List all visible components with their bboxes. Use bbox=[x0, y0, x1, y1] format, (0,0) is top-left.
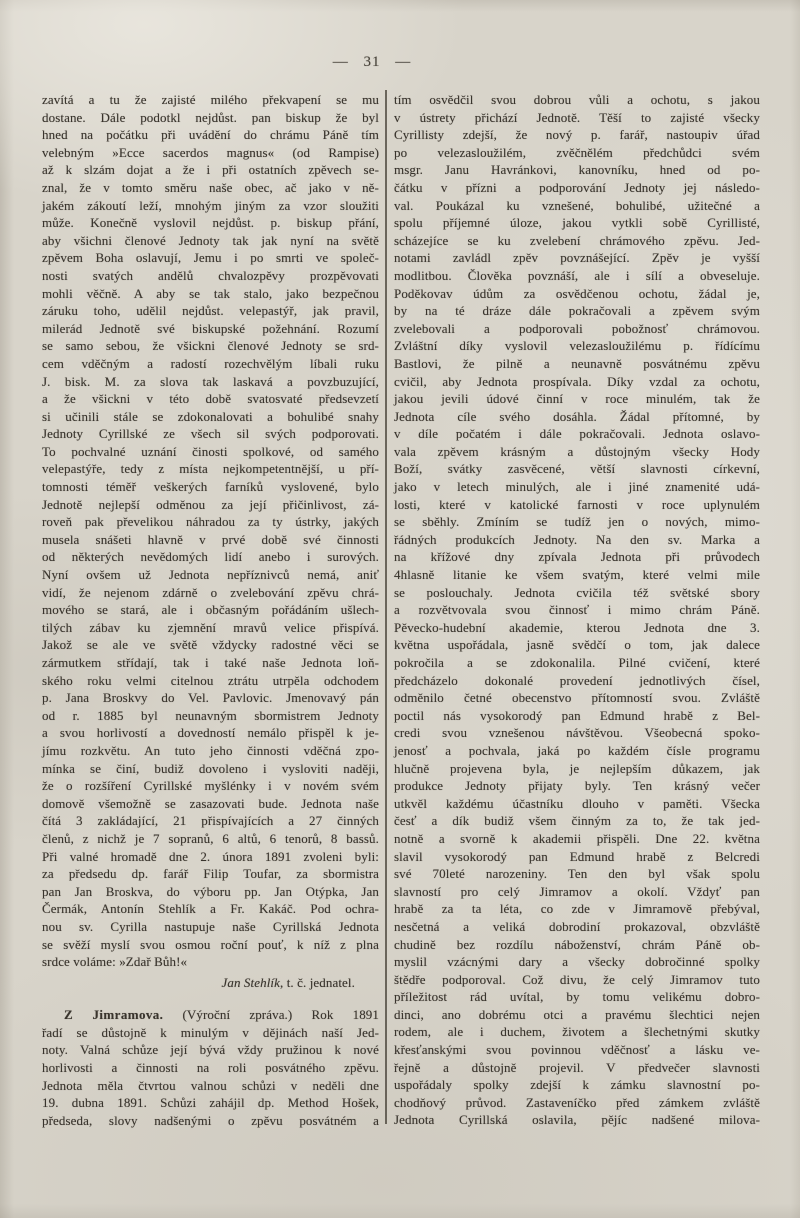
text-line: řejně a důstojně projevil. V předvečer slavnosti bbox=[394, 1059, 760, 1075]
text-line: členů, z nichž je 7 sopranů, 6 altů, 6 tenorů, 8 bassů. bbox=[42, 830, 379, 846]
text-line: se samo sebou, že všickni členové Jednoty se srd- bbox=[42, 338, 379, 354]
text-line: za předsedu dp. farář Filip Toufar, za sbormistra bbox=[42, 866, 379, 882]
text-line: by na té dráze dále pokračovali a zpěvem svým bbox=[394, 303, 760, 319]
text-line: že o rozšíření Cyrillské myšlénky i v novém svém bbox=[42, 778, 379, 794]
text-line: Jakož se ale ve světě vždycky radostné věci se bbox=[42, 637, 379, 653]
text-line: jenosť a pochvala, jaká po každém čísle programu bbox=[394, 742, 760, 758]
text-line: velepastýře, tedy z místa nejkompetentnější, u pří- bbox=[42, 461, 379, 477]
text-line: hned na počátku při uvádění do chrámu Páně tím bbox=[42, 127, 379, 143]
text-line: pokročila a se zdokonalila. Pilné cvičení, které bbox=[394, 655, 760, 670]
text-line: znal, že v tomto směru naše obec, ač jako v ně- bbox=[42, 179, 379, 195]
text-line: své 70leté narozeniny. Ten den byl však spolu bbox=[394, 866, 760, 882]
text-line: čátku v přízni a podporování Jednoty jej následo- bbox=[394, 179, 760, 195]
text-line: losti, které v katolické farnosti v roce uplynulém bbox=[394, 496, 760, 512]
text-line: spolu příjemné úloze, jakou vytkli sobě Cyrillisté, bbox=[394, 215, 760, 231]
text-line: odměnilo četné obecenstvo přítomností svou. Zvláště bbox=[394, 690, 760, 706]
signature-line bbox=[42, 974, 379, 992]
text-line: od některých nevědomých lidí anebo i surových. bbox=[42, 549, 379, 565]
signature-name: Jan Stehlík bbox=[221, 974, 281, 990]
text-line: Jednota cíle svého dosáhla. Žádal přítomné, by bbox=[394, 408, 760, 424]
text-line: chudině bez rozdílu náboženství, chrám Páně ob- bbox=[394, 936, 760, 952]
text-line: jímu rozkvětu. An tuto jeho činnosti vděčná zpo- bbox=[42, 742, 379, 758]
paragraph-first-line-rest: (Výroční zpráva.) Rok 1891 bbox=[182, 1007, 379, 1023]
text-line: může. Konečně vyslovil nejdůst. p. biskup přání, bbox=[42, 215, 379, 231]
text-line: notně a svorně k akademii přispěli. Dne 22. května bbox=[394, 830, 760, 846]
left-column bbox=[42, 91, 379, 1129]
text-line: poctil nás vysokorodý pan Edmund hrabě z Bel- bbox=[394, 707, 760, 723]
text-line: zpěvem Boha oslavují, Jemu i po smrti ve společ- bbox=[42, 250, 379, 266]
text-line: česť a dík budiž všem činným za to, že tak jed- bbox=[394, 813, 760, 829]
text-line: předcházelo dokonalé provedení jednotlivých čísel, bbox=[394, 672, 760, 688]
text-line: Nyní ovšem už Jednota nepříznivců nemá, aniť bbox=[42, 567, 379, 583]
paragraph-first-line bbox=[42, 1006, 379, 1024]
text-line: si učinili stále se zdokonalovati a bohulibé snahy bbox=[42, 408, 379, 424]
text-line: dinci, ano dobrému otci a pravému šlechtici nejen bbox=[394, 1006, 760, 1022]
text-line: 4hlasně litanie ke všem svatým, které velmi mile bbox=[394, 567, 760, 583]
text-line: dostane. Dále podotkl nejdůst. pan biskup že byl bbox=[42, 109, 379, 125]
text-line: od r. 1885 byl neunavným sbormistrem Jednoty bbox=[42, 707, 379, 723]
text-line: cem vděčným a radostí rozechvělým líbali ruku bbox=[42, 355, 379, 371]
text-line: slavil vysokorodý pan Edmund hrabě z Belcredi bbox=[394, 848, 760, 864]
text-line: jakou jevili údové činní v roce minulém, tak že bbox=[394, 391, 760, 407]
text-line: Boží, svátky zasvěcené, větší slavnosti církevní, bbox=[394, 461, 760, 477]
text-line: domově všemožně se zasazovati bude. Jednota naše bbox=[42, 795, 379, 811]
text-line: v díle počatém i dále pokračovali. Jednota oslavo- bbox=[394, 426, 760, 442]
text-line: Pěvecko-hudební akademie, kterou Jednota dne 3. bbox=[394, 619, 760, 635]
text-line: credi svou vznešenou návštěvou. Všeobecná spoko- bbox=[394, 725, 760, 741]
text-line: až k slzám dojat a že i při ostatních zpěvech se- bbox=[42, 162, 379, 178]
text-line: musela snášeti hlavně v prvé době své činnosti bbox=[42, 531, 379, 547]
text-line: aby všichni členové Jednoty tak jak nyní na světě bbox=[42, 232, 379, 248]
text-line: mínka se činí, budiž dovoleno i vysloviti naději, bbox=[42, 760, 379, 776]
text-line: slavností pro celý Jimramov a okolí. Vždyť pan bbox=[394, 883, 760, 899]
column-divider-rule bbox=[385, 90, 387, 1124]
text-line: a že všickni v této době svatosvaté předsevzetí bbox=[42, 391, 379, 407]
text-line: msgr. Janu Havránkovi, kanovníku, hned od po- bbox=[394, 162, 760, 178]
text-line: ského roku velmi citelnou ztrátu utrpěla odchodem bbox=[42, 672, 379, 688]
text-line: cvičil, aby Jednota prospívala. Díky vzdal za ochotu, bbox=[394, 373, 760, 389]
text-line: předseda, slovy nadšenými o zpěvu posvátném a bbox=[42, 1112, 379, 1128]
text-line: příležitost rád uvítal, by tomu velikému dobro- bbox=[394, 989, 760, 1005]
text-line: jako v letech minulých, ale i jiné znamenité udá- bbox=[394, 479, 760, 495]
text-line: záruku toho, udělil nejdůst. velepastýř, jak pravil, bbox=[42, 303, 379, 319]
text-line: května uspořádala, jasně svědčí o tom, jak dalece bbox=[394, 637, 760, 653]
text-line: a rozvětvovala svou činnosť i mimo chrám Páně. bbox=[394, 602, 760, 618]
text-line: v ústrety přichází Jednotě. Těší to zajisté všecky bbox=[394, 109, 760, 125]
paragraph-following-lines bbox=[42, 1024, 379, 1130]
text-line: Poděkovav údům za osvědčenou ochotu, žádal je, bbox=[394, 285, 760, 301]
text-line: horlivosti a činnosti na roli posvátného zpěvu. bbox=[42, 1060, 379, 1076]
text-line: hlučně projevena byla, je nejlepším důkazem, jak bbox=[394, 760, 760, 776]
text-line: tomnosti téměř veškerých farníků vyslovené, bylo bbox=[42, 479, 379, 495]
text-line: val. Poukázal ku vznešené, bohulibé, užitečné a bbox=[394, 197, 760, 213]
text-line: Cyrillisty zdejší, že nový p. farář, nastoupiv úřad bbox=[394, 127, 760, 143]
text-line: Jednota Cyrillská oslavila, pějíc nadšené milova- bbox=[394, 1112, 760, 1128]
text-line: hrabě za ta léta, co zde v Jimramově přebýval, bbox=[394, 901, 760, 917]
text-line: To pochvalné uznání činosti spolkové, od samého bbox=[42, 443, 379, 459]
text-line: se svěží myslí svou osmou roční pouť, k níž z plna bbox=[42, 936, 379, 952]
text-line: vala zpěvem krásným a důstojným všecky Hody bbox=[394, 443, 760, 459]
text-line: křesťanskými svou povinnou vděčnosť a lásku ve- bbox=[394, 1042, 760, 1058]
text-line: pan Jan Broskva, do výboru pp. Jan Otýpka, Jan bbox=[42, 883, 379, 899]
text-line: Čermák, Antonín Stehlík a Fr. Kakáč. Pod ochra- bbox=[42, 901, 379, 917]
text-line: notami zavládl zpěv povznášející. Zpěv je vyšší bbox=[394, 250, 760, 266]
text-line: na křížové dny zpívala Jednota při průvodech bbox=[394, 549, 760, 565]
paragraph-z-jimramova bbox=[42, 1006, 379, 1129]
text-line: utkvěl každému účastníku dlouho v paměti. Všecka bbox=[394, 795, 760, 811]
text-line: roveň pak převelikou náhradou za ty ústrky, jakých bbox=[42, 514, 379, 530]
text-line: se sběhly. Zmíním se tudíž jen o nových, mimo- bbox=[394, 514, 760, 530]
text-line: nou sv. Cyrilla nastupuje naše Cyrillská Jednota bbox=[42, 918, 379, 934]
text-line: chodňový průvod. Zastaveníčko před zámkem zvláště bbox=[394, 1094, 760, 1110]
text-line: srdce voláme: »Zdař Bůh!« bbox=[42, 954, 188, 970]
text-line: štědře podporoval. Což divu, že celý Jimramov tuto bbox=[394, 971, 760, 987]
text-line: uspořádaly spolky zdejší k zámku slavnostní po- bbox=[394, 1077, 760, 1093]
text-line: nosti svatých andělů chvalozpěvy prozpěvovati bbox=[42, 267, 379, 283]
text-line: se poslouchaly. Jednota cvičila též světské sbory bbox=[394, 584, 760, 600]
text-line: zármutkem střídají, tak i také naše Jednota loň- bbox=[42, 655, 379, 670]
text-line: vidí, že nejenom zdárně o zvelebování zpěvu chrá- bbox=[42, 584, 379, 600]
right-column bbox=[394, 91, 760, 1129]
paragraph-continuation-left bbox=[42, 91, 379, 971]
text-line: Při valné hromadě dne 2. února 1891 zvoleni byli: bbox=[42, 848, 379, 864]
text-line: J. bisk. M. za slova tak laskavá a povzbuzující, bbox=[42, 373, 379, 389]
text-line: řadí se důstojně k minulým v dějinách naší Jed- bbox=[42, 1024, 379, 1040]
text-line: myslil vzácnými dary a všecky dobročinné spolky bbox=[394, 954, 760, 970]
text-line: čítá 3 zakládající, 21 přispívajících a 27 činných bbox=[42, 813, 379, 829]
text-line: noty. Valná schůze její bývá vždy pružinou k nové bbox=[42, 1042, 379, 1058]
text-line: velebným »Ecce sacerdos magnus« (od Rampise) bbox=[42, 144, 379, 160]
text-line: jakém zákoutí leží, mnohým jiným za vzor sloužiti bbox=[42, 197, 379, 213]
text-line: rodem, ale i duchem, životem a šlechetnými skutky bbox=[394, 1024, 760, 1040]
text-line: Zvláštní díky vyslovil velezasloužilému p. řídícímu bbox=[394, 338, 760, 354]
text-line: Bastlovi, že pilně a neunavně posvátnému zpěvu bbox=[394, 355, 760, 371]
text-line: tím osvědčil svou dobrou vůli a ochotu, s jakou bbox=[394, 92, 760, 107]
text-line: tilých zábav ku zjemnění mravů velice přispívá. bbox=[42, 619, 379, 635]
text-line: zvelebovali a podporovali pobožnosť chrámovou. bbox=[394, 320, 760, 336]
text-line: Jednota měla čtvrtou valnou schůzi v neděli dne bbox=[42, 1077, 379, 1093]
text-line: nesčetná a veliká dobrodiní prokazoval, obzvláště bbox=[394, 918, 760, 934]
text-line: Jednoty Cyrillské ze všech sil svých podporovati. bbox=[42, 426, 379, 442]
text-line: produkce Jednoty přijaty byly. Ten krásný večer bbox=[394, 778, 760, 794]
text-line: p. Jana Broskvy do Vel. Pavlovic. Jmenovavý pán bbox=[42, 690, 379, 706]
text-line: mohli věčně. A aby se tak stalo, jako bezpečnou bbox=[42, 285, 379, 301]
paragraph-continuation-right bbox=[394, 91, 760, 1129]
text-line: scházejíce se ku zvelebení chrámového zpěvu. Jed- bbox=[394, 232, 760, 248]
text-line: a svou horlivostí a dovedností nemálo přispěl k je- bbox=[42, 725, 379, 741]
text-line: po velezasloužilém, zvěčnělém předchůdci svém bbox=[394, 144, 760, 160]
text-line: milerád Jednotě své biskupské požehnání. Rozumí bbox=[42, 320, 379, 336]
signature-role: , t. č. jednatel. bbox=[280, 974, 355, 990]
text-line: mového se stará, ale i občasným pořádáním ušlech- bbox=[42, 602, 379, 618]
page-number: — 31 — bbox=[332, 54, 412, 70]
text-line: modlitbou. Člověka povznáší, ale i sílí a obveseluje. bbox=[394, 267, 760, 283]
text-line: Jednotě nejlepší odměnou za její přičinlivost, zá- bbox=[42, 496, 379, 512]
text-line: 19. dubna 1891. Schůzi zahájil dp. Method Hošek, bbox=[42, 1095, 379, 1111]
text-line: řádných produkcích Jednoty. Na den sv. Marka a bbox=[394, 531, 760, 547]
paragraph-lead-in: Z Jimramova. bbox=[64, 1007, 164, 1023]
text-line: zavítá a tu že zajisté milého překvapení se mu bbox=[42, 92, 379, 107]
